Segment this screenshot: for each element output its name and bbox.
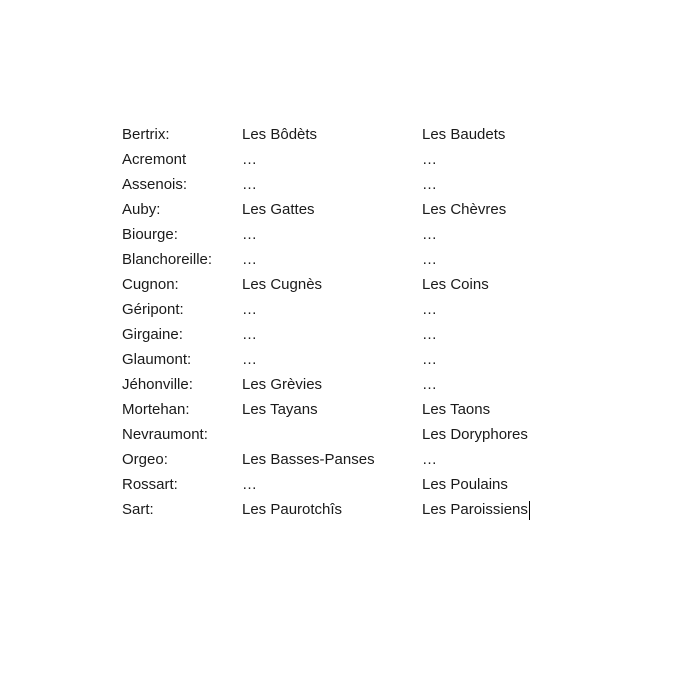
dialect-nickname[interactable]: Les Paurotchîs (242, 501, 343, 518)
french-nickname[interactable]: … (422, 376, 437, 393)
table-row (122, 222, 562, 247)
nickname-table (122, 122, 562, 522)
dialect-nickname[interactable]: Les Bôdèts (242, 126, 318, 143)
village-name[interactable]: Bertrix: (122, 126, 170, 143)
village-name[interactable]: Mortehan: (122, 401, 190, 418)
table-row (122, 447, 562, 472)
table-row (122, 247, 562, 272)
dialect-nickname[interactable]: … (242, 176, 257, 193)
village-name[interactable]: Orgeo: (122, 451, 168, 468)
text-cursor (529, 501, 530, 520)
french-nickname[interactable]: … (422, 326, 437, 343)
village-name[interactable]: Cugnon: (122, 276, 179, 293)
french-nickname[interactable]: Les Baudets (422, 126, 506, 143)
dialect-nickname[interactable]: … (242, 226, 257, 243)
dialect-nickname[interactable]: … (242, 301, 257, 318)
french-nickname[interactable]: … (422, 226, 437, 243)
dialect-nickname[interactable]: Les Cugnès (242, 276, 323, 293)
village-name[interactable]: Girgaine: (122, 326, 183, 343)
village-name[interactable]: Nevraumont: (122, 426, 208, 443)
french-nickname[interactable]: … (422, 176, 437, 193)
village-name[interactable]: Sart: (122, 501, 154, 518)
village-name[interactable]: Blanchoreille: (122, 251, 213, 268)
french-nickname[interactable]: … (422, 301, 437, 318)
french-nickname[interactable]: Les Chèvres (422, 201, 507, 218)
table-row (122, 172, 562, 197)
dialect-nickname[interactable]: … (242, 151, 257, 168)
village-name[interactable]: Glaumont: (122, 351, 192, 368)
french-nickname[interactable]: Les Taons (422, 401, 491, 418)
table-row (122, 372, 562, 397)
village-name[interactable]: Assenois: (122, 176, 188, 193)
dialect-nickname[interactable]: Les Basses-Panses (242, 451, 375, 468)
french-nickname[interactable]: … (422, 451, 437, 468)
village-name[interactable]: Jéhonville: (122, 376, 193, 393)
table-row (122, 347, 562, 372)
dialect-nickname[interactable]: … (242, 251, 257, 268)
village-name[interactable]: Biourge: (122, 226, 178, 243)
village-name[interactable]: Auby: (122, 201, 161, 218)
french-nickname-with-cursor[interactable] (422, 497, 562, 522)
dialect-nickname[interactable]: … (242, 326, 257, 343)
french-nickname[interactable]: … (422, 251, 437, 268)
table-row (122, 197, 562, 222)
table-row (122, 397, 562, 422)
village-name[interactable]: Acremont (122, 151, 187, 168)
dialect-nickname[interactable]: … (242, 476, 257, 493)
french-nickname[interactable]: Les Poulains (422, 476, 508, 493)
table-row (122, 272, 562, 297)
french-nickname[interactable]: … (422, 151, 437, 168)
table-row (122, 322, 562, 347)
table-row (122, 297, 562, 322)
table-row (122, 497, 562, 522)
french-nickname[interactable]: Les Doryphores (422, 426, 528, 443)
dialect-nickname[interactable]: Les Grèvies (242, 376, 323, 393)
dialect-nickname[interactable]: … (242, 351, 257, 368)
village-name[interactable]: Rossart: (122, 476, 178, 493)
french-nickname[interactable]: … (422, 351, 437, 368)
table-row (122, 472, 562, 497)
french-nickname[interactable]: Les Coins (422, 276, 489, 293)
village-name[interactable]: Géripont: (122, 301, 184, 318)
french-nickname: Les Paroissiens (422, 501, 528, 518)
table-row (122, 147, 562, 172)
table-row (122, 122, 562, 147)
table-row (122, 422, 562, 447)
dialect-nickname[interactable]: Les Gattes (242, 201, 315, 218)
dialect-nickname[interactable]: Les Tayans (242, 401, 318, 418)
